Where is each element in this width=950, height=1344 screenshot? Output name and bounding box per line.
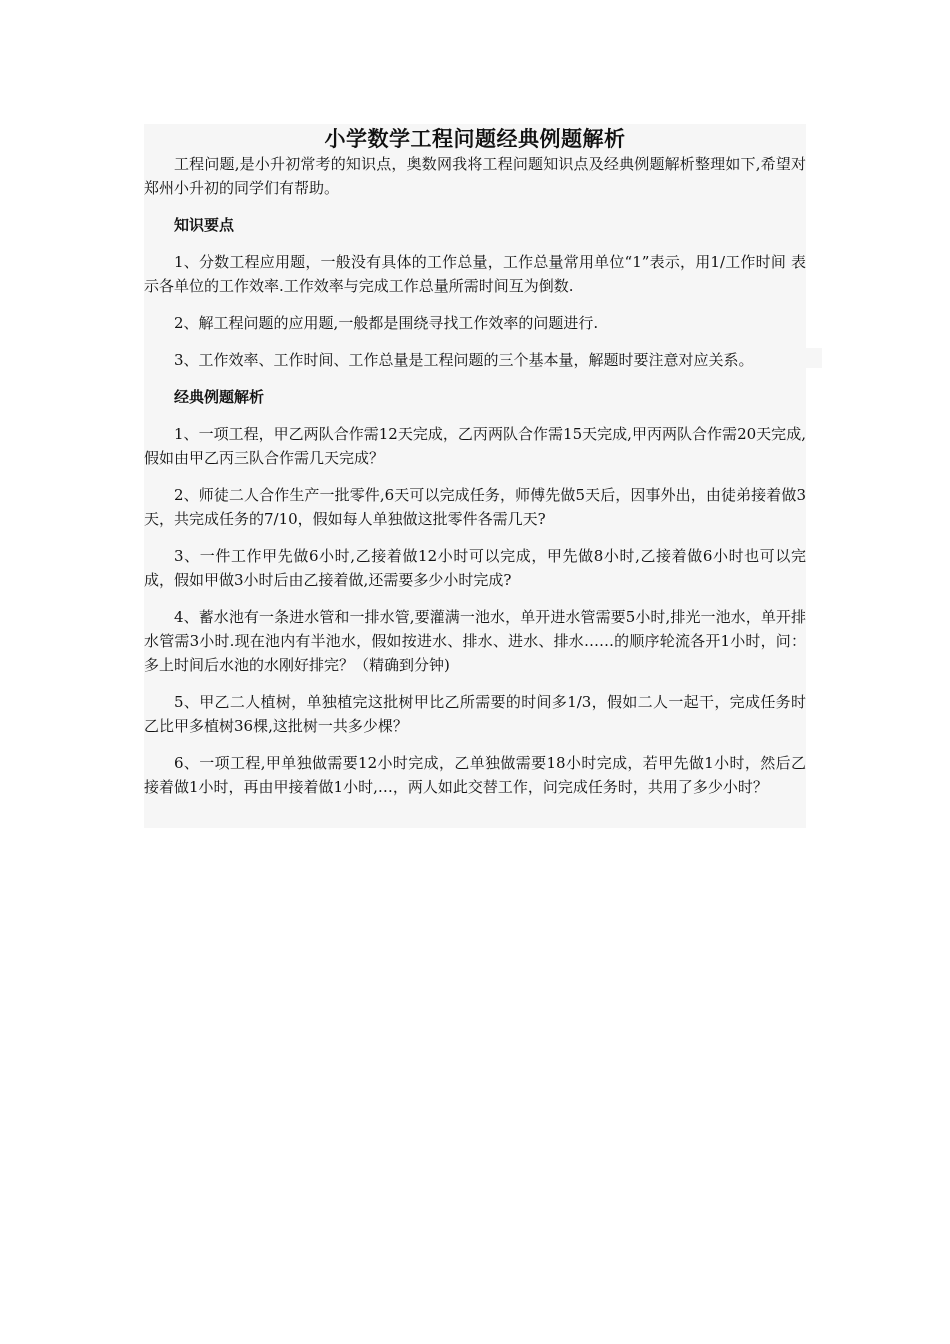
- document-body: [144, 124, 806, 828]
- intro-paragraph: 工程问题,是小升初常考的知识点，奥数网我将工程问题知识点及经典例题解析整理如下,希望对郑州小升初的同学们有帮助。: [144, 155, 806, 197]
- example-3: 3、一件工作甲先做6小时,乙接着做12小时可以完成，甲先做8小时,乙接着做6小时也可以完成，假如甲做3小时后由乙接着做,还需要多少小时完成?: [144, 547, 806, 589]
- knowledge-heading: 知识要点: [174, 216, 235, 234]
- knowledge-point-1: 1、分数工程应用题，一般没有具体的工作总量，工作总量常用单位“1”表示，用1/工作时间 表示各单位的工作效率.工作效率与完成工作总量所需时间互为倒数.: [144, 253, 806, 295]
- example-6: 6、一项工程,甲单独做需要12小时完成，乙单独做需要18小时完成，若甲先做1小时，然后乙接着做1小时，再由甲接着做1小时,…，两人如此交替工作，问完成任务时，共用了多少小时？: [144, 754, 806, 796]
- example-2: 2、师徒二人合作生产一批零件,6天可以完成任务，师傅先做5天后，因事外出，由徒弟接着做3天，共完成任务的7/10，假如每人单独做这批零件各需几天?: [144, 486, 806, 528]
- example-1: 1、一项工程，甲乙两队合作需12天完成，乙丙两队合作需15天完成,甲丙两队合作需20天完成,假如由甲乙丙三队合作需几天完成？: [144, 425, 806, 467]
- knowledge-point-2: 2、解工程问题的应用题,一般都是围绕寻找工作效率的问题进行.: [174, 314, 599, 332]
- line-overflow-highlight: [806, 348, 822, 368]
- example-5: 5、甲乙二人植树，单独植完这批树甲比乙所需要的时间多1/3，假如二人一起干，完成任务时乙比甲多植树36棵,这批树一共多少棵？: [144, 693, 806, 735]
- knowledge-point-3: 3、工作效率、工作时间、工作总量是工程问题的三个基本量，解题时要注意对应关系。: [174, 351, 754, 369]
- examples-heading: 经典例题解析: [174, 388, 265, 406]
- example-4: 4、蓄水池有一条进水管和一排水管,要灌满一池水，单开进水管需要5小时,排光一池水，单开排水管需3小时.现在池内有半池水，假如按进水、排水、进水、排水……的顺序轮流各开1小时，问：多上时间后水池的水刚好排完？（精确到分钟): [144, 608, 806, 674]
- document-title: 小学数学工程问题经典例题解析: [324, 126, 626, 151]
